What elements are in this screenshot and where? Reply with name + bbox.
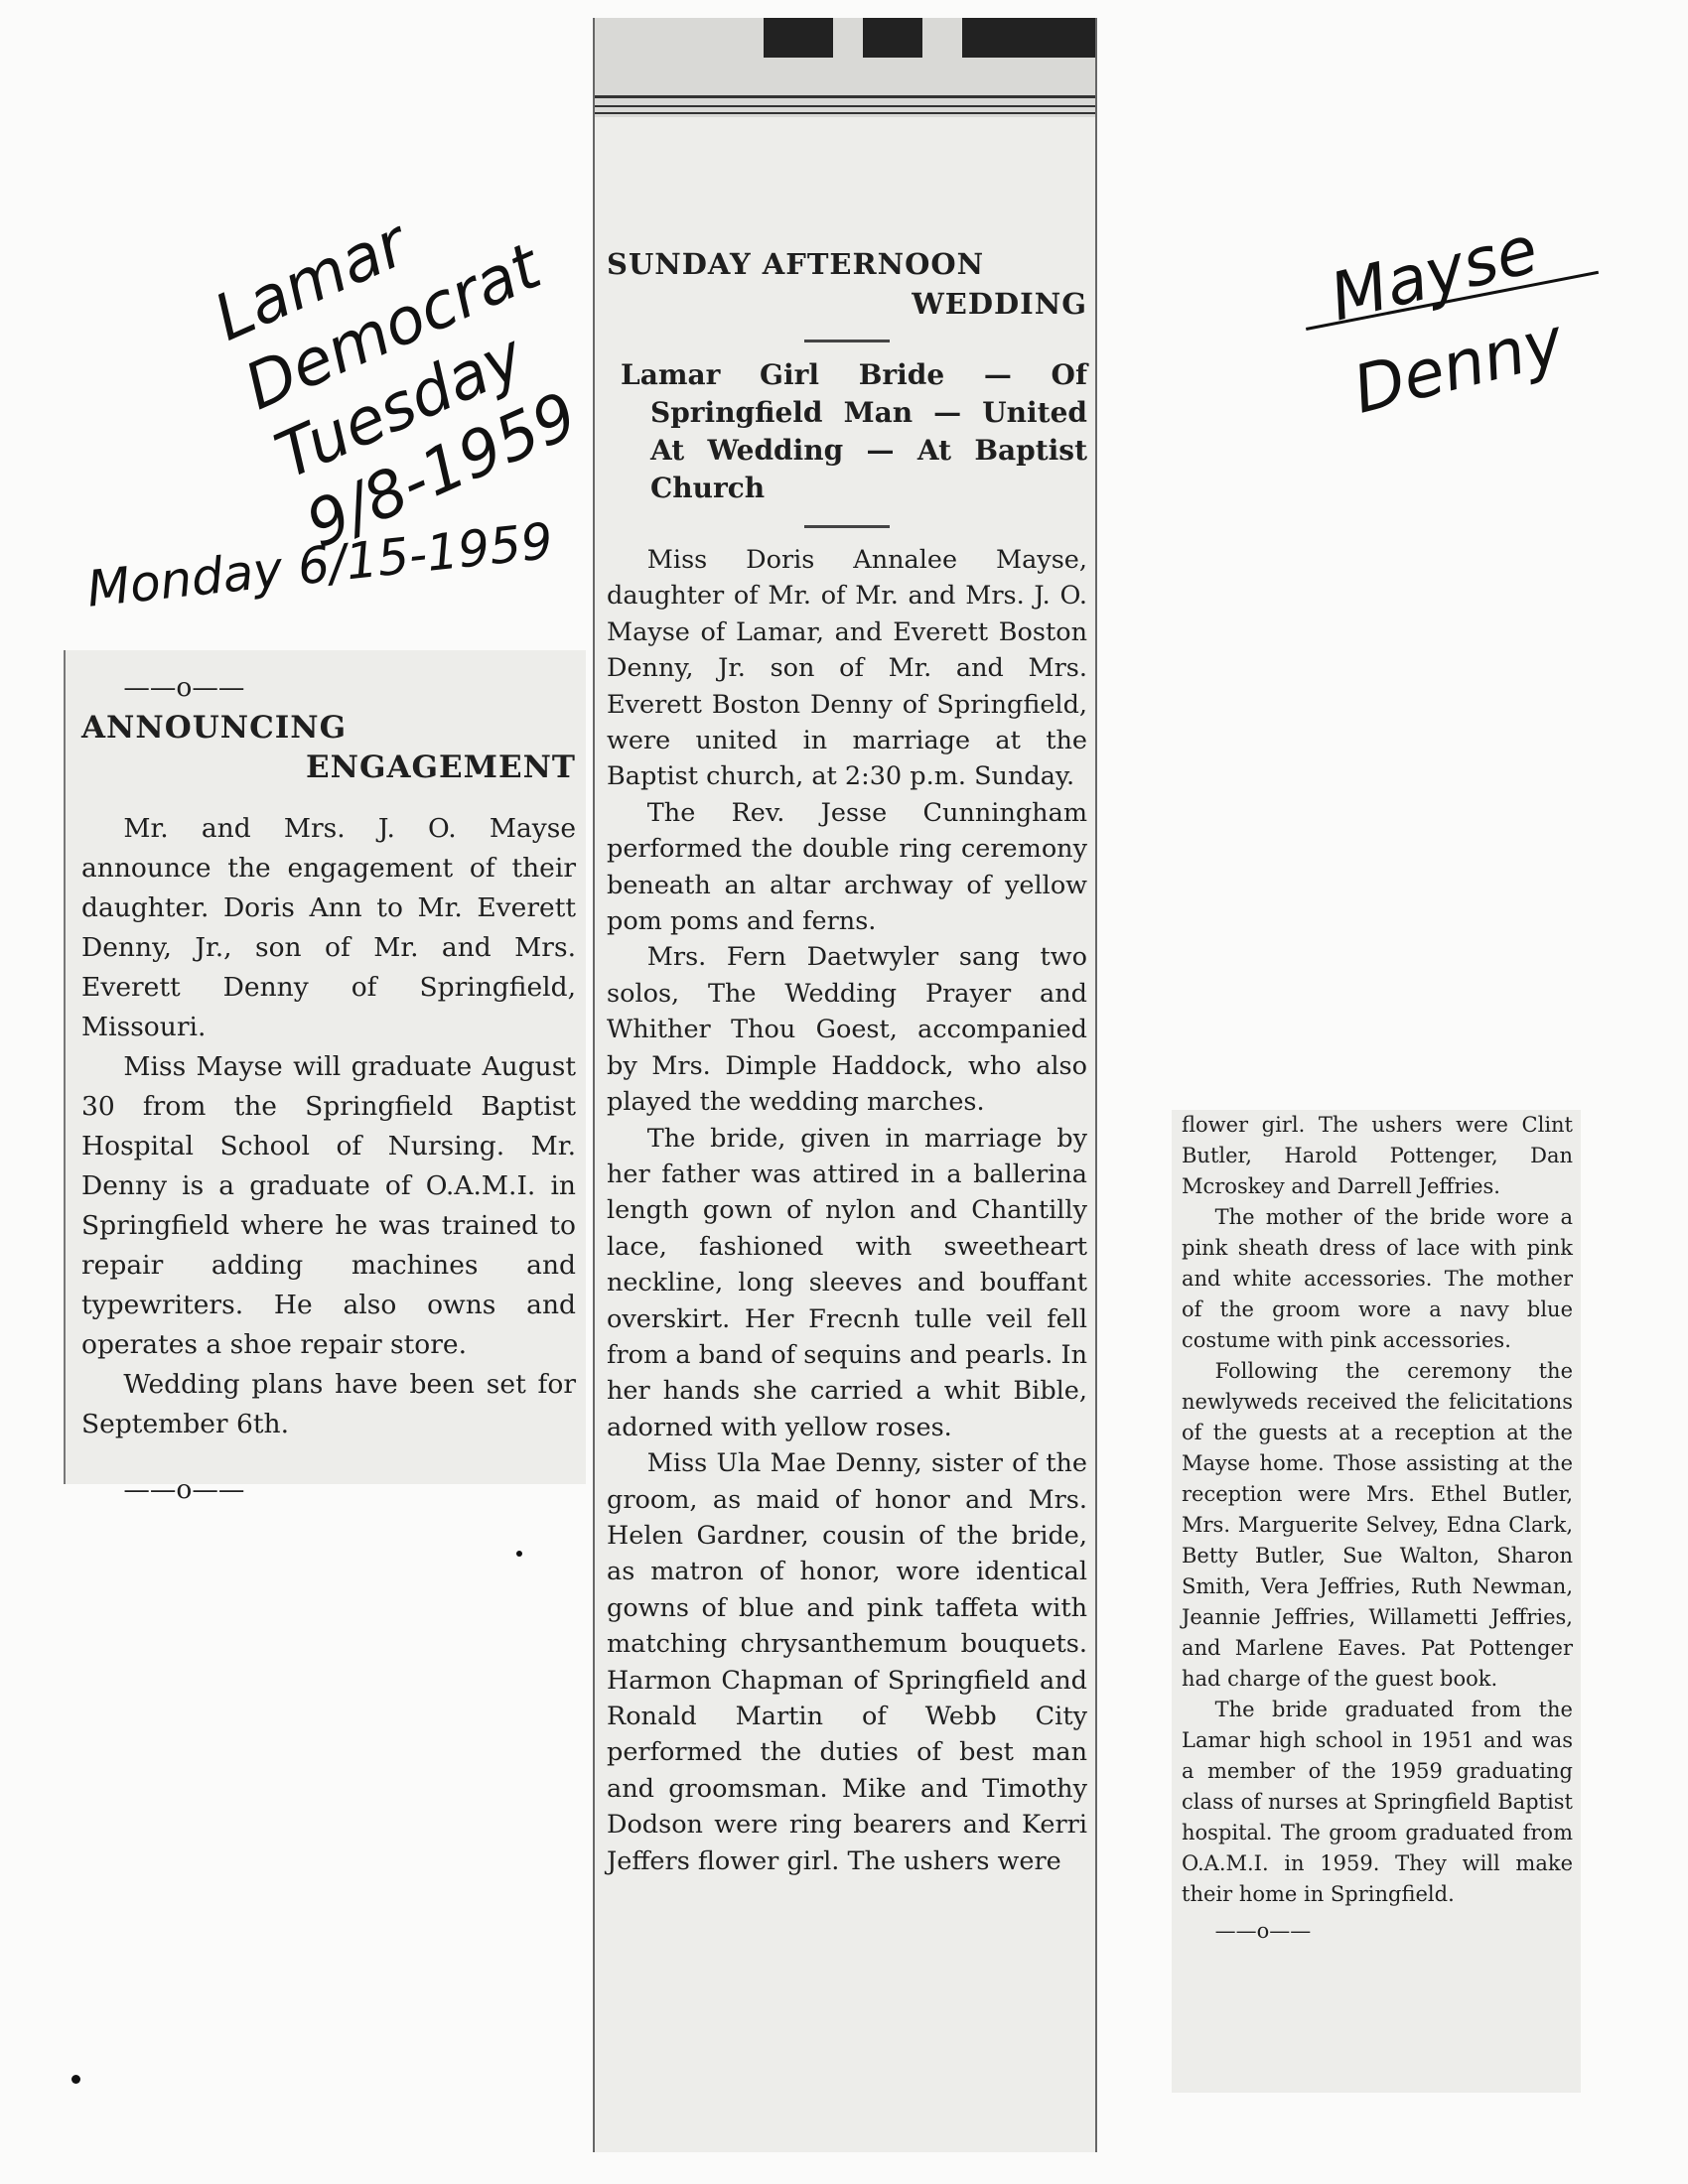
continuation-clipping xyxy=(1172,1110,1581,2093)
wedding-subheading: Lamar Girl Bride — Of Springfield Man — United At Wedding — At Baptist Church xyxy=(621,358,1087,504)
wedding-paragraph: The Rev. Jesse Cunningham performed the double ring ceremony beneath an altar archway of yellow pom poms and ferns. xyxy=(607,797,1087,937)
scan-speck xyxy=(516,1551,522,1557)
wedding-heading-line2: WEDDING xyxy=(912,287,1087,321)
wedding-clipping xyxy=(593,18,1097,2152)
engagement-paragraph: Miss Mayse will graduate August 30 from the Springfield Baptist Hospital School of Nursing. Mr. Denny is a graduate of O.A.M.I. in Springfield where he was trained to repair adding machines and typewriters. He also owns and operates a shoe repair store. xyxy=(81,1051,576,1360)
continuation-paragraph: The mother of the bride wore a pink sheath dress of lace with pink and white accessories. The mother of the groom wore a navy blue costume with pink accessories. xyxy=(1182,1205,1573,1352)
masthead-fragment xyxy=(595,18,1095,117)
engagement-heading-line2: ENGAGEMENT xyxy=(306,750,576,785)
handwritten-names: Mayse Denny xyxy=(1323,210,1571,429)
handwritten-paper-date: Lamar Democrat Tuesday 9/8-1959 xyxy=(204,206,589,563)
short-rule xyxy=(804,340,890,342)
divider-top: ——o—— xyxy=(123,672,245,703)
engagement-paragraph: Wedding plans have been set for September 6th. xyxy=(81,1369,576,1439)
handwritten-engagement-date: Monday 6/15-1959 xyxy=(84,511,556,618)
wedding-paragraph: Mrs. Fern Daetwyler sang two solos, The Wedding Prayer and Whither Thou Goest, accompanied by Mrs. Dimple Haddock, who also played the wedding marches. xyxy=(607,942,1087,1118)
engagement-heading-line1: ANNOUNCING xyxy=(81,710,348,746)
wedding-paragraph: The bride, given in marriage by her father was attired in a ballerina length gown of nylon and Chantilly lace, fashioned with sweetheart neckline, long sleeves and bouffant overskirt. Her Frecnh tulle veil fell from a band of sequins and pearls. In her hands she carried a whit Bible, adorned with yellow roses. xyxy=(607,1123,1087,1442)
divider-bottom: ——o—— xyxy=(123,1474,245,1505)
wedding-paragraph: Miss Ula Mae Denny, sister of the groom, as maid of honor and Mrs. Helen Gardner, cousin of the bride, as matron of honor, wore identical gowns of blue and pink taffeta with matching chrysanthemum bouquets. Harmon Chapman of Springfield and Ronald Martin of Webb City performed the duties of best man and groomsman. Mike and Timothy Dodson were ring bearers and Kerri Jeffers flower girl. The ushers were xyxy=(607,1448,1087,1876)
engagement-clipping xyxy=(64,650,586,1505)
wedding-heading-line1: SUNDAY AFTERNOON xyxy=(607,247,985,281)
continuation-paragraph: flower girl. The ushers were Clint Butler, Harold Pottenger, Dan Mcroskey and Darrell Jeffries. xyxy=(1182,1113,1573,1198)
scan-speck xyxy=(71,2075,80,2084)
short-rule xyxy=(804,525,890,528)
engagement-paragraph: Mr. and Mrs. J. O. Mayse announce the engagement of their daughter. Doris Ann to Mr. Everett Denny, Jr., son of Mr. and Mrs. Everett Denny of Springfield, Missouri. xyxy=(81,813,576,1042)
engagement-body xyxy=(81,809,576,1444)
continuation-paragraph: Following the ceremony the newlyweds received the felicitations of the guests at a reception at the Mayse home. Those assisting at the reception were Mrs. Ethel Butler, Mrs. Marguerite Selvey, Edna Clark, Betty Butler, Sue Walton, Sharon Smith, Vera Jeffries, Ruth Newman, Jeannie Jeffries, Willametti Jeffries, and Marlene Eaves. Pat Pottenger had charge of the guest book. xyxy=(1182,1359,1573,1691)
divider-bottom: ——o—— xyxy=(1214,1919,1312,1943)
continuation-paragraph: The bride graduated from the Lamar high school in 1951 and was a member of the 1959 graduating class of nurses at Springfield Baptist hospital. The groom graduated from O.A.M.I. in 1959. They will make their home in Springfield. xyxy=(1182,1698,1573,1906)
wedding-paragraph: Miss Doris Annalee Mayse, daughter of Mr. of Mr. and Mrs. J. O. Mayse of Lamar, and Everett Boston Denny, Jr. son of Mr. and Mrs. Everett Boston Denny of Springfield, were united in marriage at the Baptist church, at 2:30 p.m. Sunday. xyxy=(607,545,1087,792)
